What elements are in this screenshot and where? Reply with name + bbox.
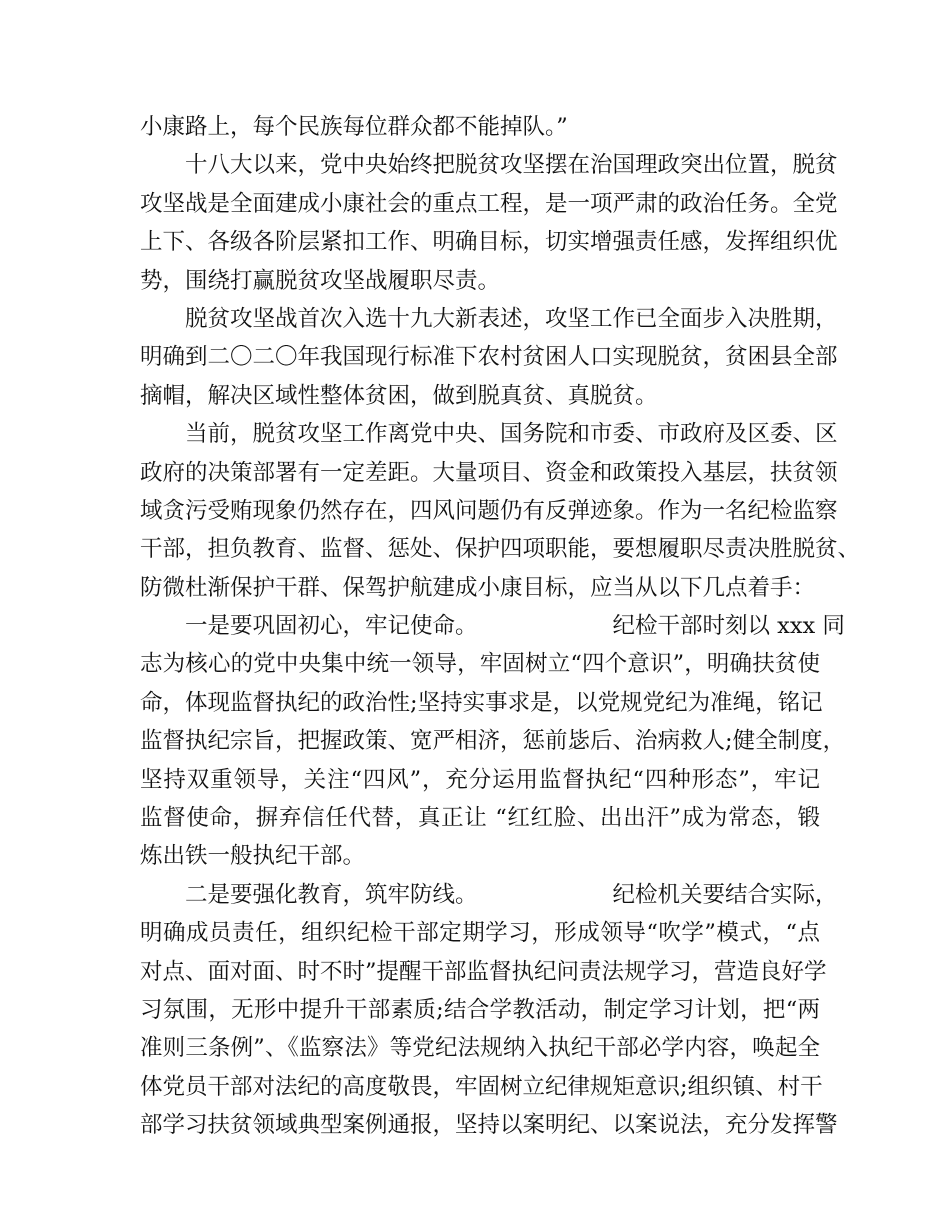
paragraph-heading: 二是要强化教育，筑牢防线。 [185, 881, 478, 908]
text-line: 命，体现监督执纪的政治性;坚持实事求是，以党规党纪为准绳，铭记 [140, 689, 823, 716]
text-line: 政府的决策部署有一定差距。大量项目、资金和政策投入基层，扶贫领 [140, 459, 838, 486]
text-line: 域贪污受贿现象仍然存在，四风问题仍有反弹迹象。作为一名纪检监察 [140, 497, 838, 524]
text-line: 明确到二〇二〇年我国现行标准下农村贫困人口实现脱贫，贫困县全部 [140, 344, 838, 371]
text-line: 习氛围，无形中提升干部素质;结合学教活动，制定学习计划，把“两 [140, 996, 820, 1023]
text-line: 小康路上，每个民族每位群众都不能掉队。” [140, 114, 568, 140]
text-line: 攻坚战是全面建成小康社会的重点工程，是一项严肃的政治任务。全党 [140, 190, 838, 217]
paragraph [140, 607, 846, 876]
text-line: 干部，担负教育、监督、惩处、保护四项职能，要想履职尽责决胜脱贫、 [140, 536, 861, 563]
text-line: 摘帽，解决区域性整体贫困，做到脱真贫、真脱贫。 [140, 382, 658, 409]
text-line: 十八大以来，党中央始终把脱贫攻坚摆在治国理政突出位置，脱贫 [185, 152, 838, 179]
paragraph [140, 876, 838, 1145]
text-line: 监督执纪宗旨，把握政策、宽严相济，惩前毖后、治病救人;健全制度， [140, 728, 846, 755]
heading-line [140, 876, 838, 914]
text-line: 上下、各级各阶层紧扣工作、明确目标，切实增强责任感，发挥组织优 [140, 229, 838, 256]
paragraph [140, 300, 838, 415]
text-line: 坚持双重领导，关注“四风”，充分运用监督执纪“四种形态”，牢记 [140, 766, 820, 793]
paragraph [140, 146, 838, 300]
text-line: 脱贫攻坚战首次入选十九大新表述，攻坚工作已全面步入决胜期， [185, 305, 838, 332]
paragraph [140, 108, 820, 146]
text-line: 对点、面对面、时不时”提醒干部监督执纪问责法规学习，营造良好学 [140, 958, 827, 985]
paragraph-heading: 一是要巩固初心，牢记使命。 [185, 613, 478, 640]
text-line: 明确成员责任，组织纪检干部定期学习，形成领导“吹学”模式，“点 [140, 920, 820, 947]
text-line: 当前，脱贫攻坚工作离党中央、国务院和市委、市政府及区委、区 [185, 421, 838, 448]
heading-line [140, 607, 845, 645]
heading-rest: 纪检干部时刻以 xxx 同 [612, 613, 845, 640]
paragraph [140, 415, 861, 607]
text-line: 部学习扶贫领域典型案例通报，坚持以案明纪、以案说法，充分发挥警 [140, 1112, 838, 1139]
text-line: 势，围绕打赢脱贫攻坚战履职尽责。 [140, 267, 501, 294]
text-line: 准则三条例”、《监察法》等党纪法规纳入执纪干部必学内容，唤起全 [140, 1035, 820, 1062]
document-body [140, 108, 861, 1145]
text-line: 防微杜渐保护干群、保驾护航建成小康目标，应当从以下几点着手： [140, 574, 816, 601]
text-line: 志为核心的党中央集中统一领导，牢固树立“四个意识”，明确扶贫使 [140, 651, 820, 678]
heading-rest: 纪检机关要结合实际， [612, 881, 838, 908]
text-line: 炼出铁一般执纪干部。 [140, 843, 366, 870]
text-line: 体党员干部对法纪的高度敬畏，牢固树立纪律规矩意识;组织镇、村干 [140, 1073, 823, 1100]
text-line: 监督使命，摒弃信任代替，真正让 “红红脸、出出汗”成为常态，锻 [140, 805, 820, 832]
